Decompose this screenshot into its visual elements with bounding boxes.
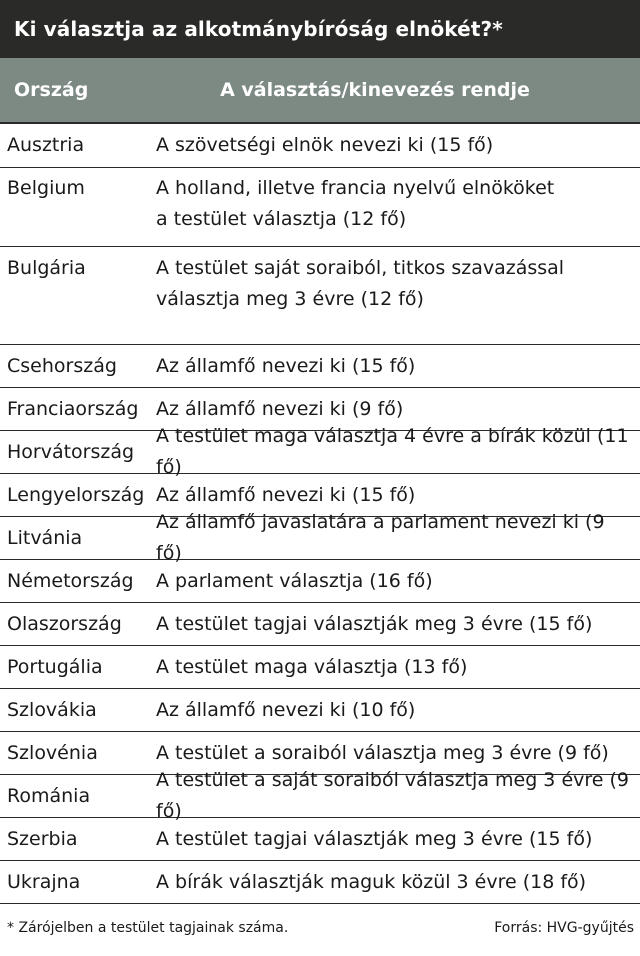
country-cell: Horvátország xyxy=(7,440,135,463)
country-cell: Németország xyxy=(7,569,134,592)
table-row xyxy=(0,247,640,345)
rule-cell: A testület tagjai választják meg 3 évre (15 fő) xyxy=(156,612,593,635)
country-cell: Szlovákia xyxy=(7,698,97,721)
table-row xyxy=(0,769,640,822)
table-row xyxy=(0,646,640,689)
country-cell: Belgium xyxy=(7,177,85,199)
country-cell: Csehország xyxy=(7,354,117,377)
rule-cell: A testület a saját soraiból választja meg 3 évre (9 fő) xyxy=(156,769,629,822)
country-cell: Szlovénia xyxy=(7,741,98,764)
country-cell: Lengyelország xyxy=(7,483,145,506)
country-cell: Olaszország xyxy=(7,612,122,635)
table-row xyxy=(0,603,640,646)
rule-cell: A testület tagjai választják meg 3 évre (15 fő) xyxy=(156,827,593,850)
footer xyxy=(0,920,640,936)
rule-cell: A parlament választja (16 fő) xyxy=(156,569,433,592)
table-body xyxy=(0,124,640,904)
rule-cell: A testület saját soraiból, titkos szavazással választja meg 3 évre (12 fő) xyxy=(156,257,565,310)
rule-cell: Az államfő nevezi ki (15 fő) xyxy=(156,483,416,506)
rule-cell: A bírák választják maguk közül 3 évre (18 fő) xyxy=(156,870,587,893)
table-row xyxy=(0,168,640,247)
table-row xyxy=(0,818,640,861)
country-cell: Románia xyxy=(7,784,91,807)
table-row xyxy=(0,124,640,168)
rule-cell: Az államfő nevezi ki (9 fő) xyxy=(156,397,404,420)
table-row xyxy=(0,345,640,388)
column-header-row xyxy=(0,58,640,124)
rule-cell: A testület a soraiból választja meg 3 évre (9 fő) xyxy=(156,741,609,764)
rule-cell: A testület maga választja (13 fő) xyxy=(156,655,468,678)
rule-cell: A szövetségi elnök nevezi ki (15 fő) xyxy=(156,134,494,156)
country-cell: Litvánia xyxy=(7,526,83,549)
country-cell: Ukrajna xyxy=(7,870,81,893)
table-row xyxy=(0,560,640,603)
country-cell: Portugália xyxy=(7,655,103,678)
table-row xyxy=(0,861,640,904)
rule-cell: A holland, illetve francia nyelvű elnököket a testület választja (12 fő) xyxy=(156,177,555,230)
table-row xyxy=(0,689,640,732)
table-title: Ki választja az alkotmánybíróság elnökét?* xyxy=(0,0,640,58)
rule-cell: Az államfő nevezi ki (15 fő) xyxy=(156,354,416,377)
rule-cell: A testület maga választja 4 évre a bírák közül (11 fő) xyxy=(156,425,629,478)
table-row xyxy=(0,425,640,478)
rule-cell: Az államfő javaslatára a parlament nevezi ki (9 fő) xyxy=(156,511,605,564)
footnote: * Zárójelben a testület tagjainak száma. xyxy=(7,920,289,936)
source-note: Forrás: HVG-gyűjtés xyxy=(494,920,634,936)
column-header-country: Ország xyxy=(14,79,89,101)
country-cell: Bulgária xyxy=(7,257,86,279)
column-header-rule: A választás/kinevezés rendje xyxy=(220,79,530,101)
country-cell: Ausztria xyxy=(7,134,85,156)
country-cell: Franciaország xyxy=(7,397,139,420)
rule-cell: Az államfő nevezi ki (10 fő) xyxy=(156,698,416,721)
table-row xyxy=(0,511,640,564)
country-cell: Szerbia xyxy=(7,827,78,850)
